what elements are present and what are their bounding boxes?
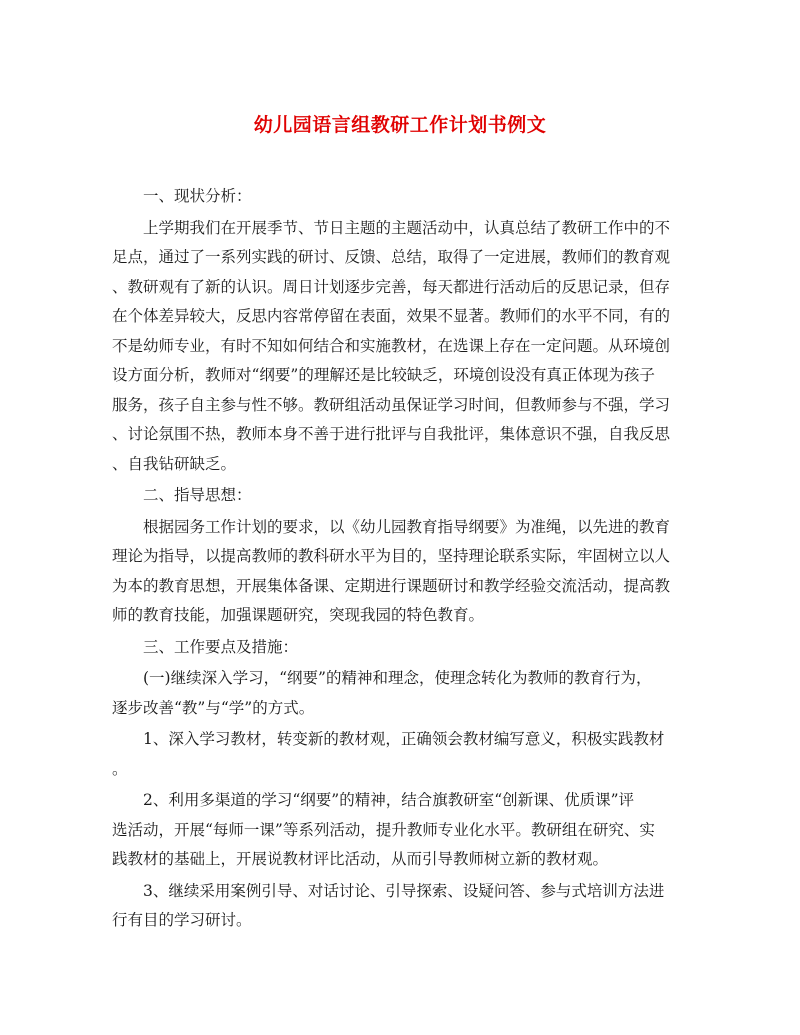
text-line: 3、继续采用案例引导、对话讨论、引导探索、设疑问答、参与式培训方法进 [143, 881, 665, 900]
text-line: 1、深入学习教材，转变新的教材观，正确领会教材编写意义，积极实践教材 [143, 730, 665, 748]
document-title: 幼儿园语言组教研工作计划书例文 [253, 114, 547, 136]
text-line: 。 [112, 759, 128, 778]
text-line: 足点，通过了一系列实践的研讨、反馈、总结，取得了一定进展，教师们的教育观 [112, 248, 671, 266]
text-line: 根据园务工作计划的要求，以《幼儿园教育指导纲要》为准绳，以先进的教育 [143, 517, 671, 536]
text-line: 行有目的学习研讨。 [112, 911, 252, 929]
text-line: 在个体差异较大，反思内容常停留在表面，效果不显著。教师们的水平不同，有的 [112, 307, 671, 325]
text-line: 服务，孩子自主参与性不够。教研组活动虽保证学习时间，但教师参与不强，学习 [112, 395, 671, 414]
text-line: 理论为指导，以提高教师的教科研水平为目的，坚持理论联系实际，牢固树立以人 [112, 547, 671, 565]
body-paragraph [112, 725, 688, 784]
text-line: 设方面分析，教师对“纲要”的理解还是比较缺乏，环境创设没有真正体现为孩子 [112, 366, 655, 384]
text-line: 选活动，开展“每师一课”等系列活动，提升教师专业化水平。教研组在研究、实 [112, 820, 655, 839]
body-paragraph [112, 664, 688, 723]
body-paragraph [112, 214, 688, 480]
text-line: 为本的教育思想，开展集体备课、定期进行课题研讨和教学经验交流活动，提高教 [112, 576, 671, 595]
text-line: 师的教育技能，加强课题研究，突现我园的特色教育。 [112, 606, 485, 624]
text-line: 二、指导思想： [143, 486, 252, 504]
text-line: 三、工作要点及措施： [143, 637, 299, 656]
body-paragraph [112, 513, 688, 631]
text-line: 践教材的基础上，开展说教材评比活动，从而引导教师树立新的教材观。 [112, 850, 609, 868]
document-body [112, 182, 688, 936]
text-line: 逐步改善“教”与“学”的方式。 [112, 698, 315, 717]
text-line: 不是幼师专业，有时不知如何结合和实施教材，在选课上存在一定问题。从环境创 [112, 336, 671, 355]
text-line: 、自我钻研缺乏。 [112, 454, 237, 473]
body-paragraph [112, 786, 688, 875]
section-heading [112, 182, 688, 212]
text-line: 、讨论氛围不热，教师本身不善于进行批评与自我批评，集体意识不强，自我反思 [112, 425, 671, 443]
section-heading [112, 481, 688, 511]
body-paragraph [112, 877, 688, 936]
section-heading [112, 633, 688, 663]
text-line: 上学期我们在开展季节、节日主题的主题活动中，认真总结了教研工作中的不 [143, 218, 671, 237]
text-line: 2、利用多渠道的学习“纲要”的精神，结合旗教研室“创新课、优质课”评 [143, 791, 635, 809]
text-line: (一)继续深入学习，“纲要”的精神和理念，使理念转化为教师的教育行为， [143, 669, 652, 687]
text-line: 、教研观有了新的认识。周日计划逐步完善，每天都进行活动后的反思记录，但存 [112, 277, 671, 296]
text-line: 一、现状分析： [143, 187, 252, 205]
